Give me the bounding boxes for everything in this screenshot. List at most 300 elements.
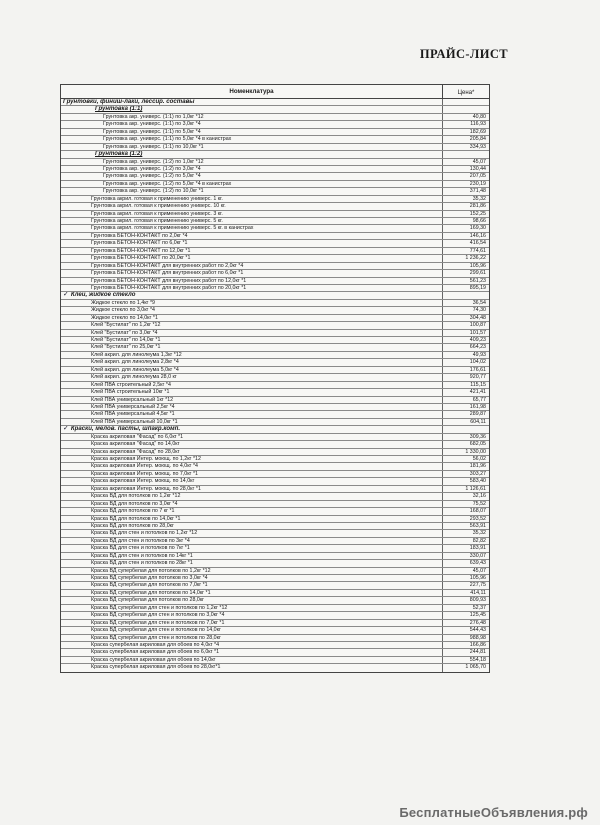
row-price-cell: 682,05 (469, 441, 486, 448)
row-name-cell (61, 486, 443, 492)
table-row (61, 307, 489, 314)
row-name-cell (61, 657, 443, 663)
table-row (61, 493, 489, 500)
row-name-cell (61, 501, 443, 507)
row-name-cell (61, 330, 443, 336)
row-name-text: Краска ВД для потолков по 28,0кг (91, 522, 174, 529)
table-row (61, 344, 489, 351)
table-row (61, 144, 489, 151)
row-price-cell: 230,19 (469, 180, 486, 187)
table-row (61, 516, 489, 523)
table-row (61, 315, 489, 322)
table-row (61, 359, 489, 366)
row-name-cell (61, 530, 443, 536)
header-price-column: Цена* (457, 90, 475, 96)
row-name-cell (61, 620, 443, 626)
row-name-cell (61, 434, 443, 440)
table-row (61, 173, 489, 180)
row-name-text: Клей акрил. для линолеума 5,0кг *4 (91, 366, 179, 373)
row-name-text: Краска ВД супербелая для стен и потолков по 28,0кг (91, 634, 221, 641)
row-name-cell (61, 493, 443, 499)
row-name-cell (61, 516, 443, 522)
row-price-cell: 544,43 (469, 627, 486, 634)
row-name-text: Грунтовка акр. универс. (1:1) по 5,0кг *4 (103, 128, 201, 135)
row-price-cell: 49,93 (472, 351, 486, 358)
row-name-text: Жидкое стекло по 14,0кг *1 (91, 314, 158, 321)
row-name-text: Краска супербелая акриловая для обоев по 6,0кг *1 (91, 649, 220, 656)
row-price-cell: 334,93 (469, 143, 486, 150)
row-price-cell: 639,43 (469, 560, 486, 567)
row-price-cell: 664,23 (469, 344, 486, 351)
row-name-text: Грунтовка акр. универс. (1:2) по 3,0кг *4 (103, 165, 201, 172)
table-row (61, 300, 489, 307)
row-name-text: Краска ВД для стен и потолков по 7кг *1 (91, 545, 190, 552)
row-name-cell (61, 196, 443, 202)
row-name-cell (61, 255, 443, 261)
row-price-cell: 166,86 (469, 641, 486, 648)
table-row (61, 508, 489, 515)
row-name-cell (61, 612, 443, 618)
table-row (61, 389, 489, 396)
row-price-cell: 183,91 (469, 545, 486, 552)
row-price-cell: 299,61 (469, 270, 486, 277)
row-name-cell (61, 173, 443, 179)
table-row (61, 642, 489, 649)
row-name-text: Клей "Бустилат" по 1,2кг *12 (91, 322, 161, 329)
row-price-cell: 74,30 (472, 307, 486, 314)
row-price-cell: 414,11 (470, 589, 486, 596)
table-row (61, 553, 489, 560)
row-name-cell (61, 218, 443, 224)
row-name-text: Краска супербелая акриловая для обоев по 14,0кг (91, 656, 216, 663)
table-row (61, 270, 489, 277)
row-price-cell (443, 106, 489, 112)
row-price-cell: 104,02 (469, 359, 486, 366)
row-price-cell: 227,75 (469, 582, 486, 589)
row-name-text: Краска акриловая Интер. моющ. по 4,0кг *4 (91, 463, 198, 470)
row-name-cell (61, 374, 443, 380)
row-name-text: Краска ВД для стен и потолков по 1,2кг *12 (91, 530, 198, 537)
row-price-cell (443, 151, 489, 157)
row-name-text: Краска акриловая "Фасад" по 6,0кг *1 (91, 433, 184, 440)
watermark: БесплатныеОбъявления.рф (399, 805, 588, 820)
row-price-cell: 809,93 (469, 597, 486, 604)
row-price-cell: 421,41 (469, 389, 486, 396)
table-row (61, 181, 489, 188)
row-price-cell: 304,48 (469, 314, 486, 321)
table-row (61, 114, 489, 121)
row-name-text: Жидкое стекло по 3,0кг *4 (91, 307, 155, 314)
row-name-text: Краска супербелая акриловая для обоев по 4,0кг *4 (91, 641, 220, 648)
row-name-cell (61, 642, 443, 648)
row-name-cell (61, 136, 443, 142)
row-name-text: Грунтовка БЕТОН-КОНТАКТ для внутренних работ по 2,0кг *4 (91, 262, 244, 269)
row-name-cell (61, 590, 443, 596)
row-price-cell: 309,36 (469, 433, 486, 440)
row-name-text: Грунтовка БЕТОН-КОНТАКТ по 12,0кг *1 (91, 247, 191, 254)
row-price-cell: 409,23 (469, 337, 486, 343)
row-name-text: Грунтовка акрил. готовая к применению универс. 1 кг. (91, 195, 223, 202)
row-price-cell: 281,86 (469, 203, 486, 210)
row-name-cell (61, 389, 443, 395)
row-name-text: Клей ПВА строительный 2,5кг *4 (91, 381, 171, 388)
row-name-text: Краска акриловая Интер. моющ. по 7,0кг *1 (91, 470, 198, 477)
table-row (61, 263, 489, 270)
section-row (61, 426, 489, 433)
row-name-text: Клей "Бустилат" по 14,0кг *1 (91, 337, 161, 343)
table-row (61, 255, 489, 262)
row-price-cell: 56,02 (472, 456, 486, 462)
table-row (61, 590, 489, 597)
table-row (61, 233, 489, 240)
table-row (61, 211, 489, 218)
row-name-text: Краска ВД супербелая для потолков по 3,0кг *4 (91, 575, 208, 581)
row-name-cell (61, 114, 443, 120)
table-row (61, 501, 489, 508)
row-name-text: Грунтовка акр. универс. (1:1) по 3,0кг *4 (103, 121, 201, 128)
table-row (61, 620, 489, 627)
row-price-cell: 75,52 (472, 500, 486, 507)
row-name-cell (61, 337, 443, 343)
row-price-cell: 105,96 (469, 575, 486, 581)
table-row (61, 419, 489, 426)
row-price-cell: 98,66 (472, 218, 486, 224)
header-name-column: Номенклатура (61, 85, 443, 98)
row-name-cell (61, 151, 443, 157)
table-row (61, 657, 489, 664)
table-row (61, 248, 489, 255)
row-name-cell (61, 649, 443, 655)
row-name-cell (61, 582, 443, 588)
table-row (61, 605, 489, 612)
table-row (61, 575, 489, 582)
row-price-cell: 371,48 (469, 188, 486, 195)
row-name-text: Клей "Бустилат" по 25,0кг *1 (91, 344, 161, 351)
row-price-cell: 82,82 (472, 537, 486, 544)
row-name-cell (61, 538, 443, 544)
table-row (61, 523, 489, 530)
subsection-row (61, 151, 489, 158)
table-row (61, 449, 489, 456)
row-name-text: Жидкое стекло по 1,4кг *9 (91, 299, 155, 306)
row-name-text: Грунтовка акр. универс. (1:1) по 5,0кг *4 в канистрах (103, 136, 232, 143)
row-name-text: Краска супербелая акриловая для обоев по 28,0кг*1 (91, 664, 221, 671)
row-name-cell (61, 292, 443, 298)
row-name-cell (61, 367, 443, 373)
row-name-cell (61, 278, 443, 284)
row-name-cell (61, 553, 443, 559)
row-price-cell: 161,98 (469, 403, 486, 410)
row-name-cell (61, 397, 443, 403)
table-body (61, 99, 489, 672)
table-row (61, 471, 489, 478)
row-price-cell: 146,16 (469, 232, 486, 239)
table-row (61, 330, 489, 337)
row-name-cell (61, 181, 443, 187)
row-name-cell (61, 300, 443, 306)
row-name-cell (61, 449, 443, 455)
row-price-cell: 176,61 (469, 366, 486, 373)
row-price-cell: 554,18 (469, 656, 486, 663)
row-name-text: Краска ВД супербелая для стен и потолков по 7,0кг *1 (91, 619, 225, 626)
row-name-text: Клей ПВА универсальный 4,5кг *1 (91, 411, 175, 418)
row-price-cell: 1 065,70 (465, 664, 486, 671)
table-row (61, 203, 489, 210)
row-name-cell (61, 560, 443, 566)
row-name-text: Краска акриловая "Фасад" по 28,0кг (91, 448, 180, 455)
row-price-cell: 1 236,22 (465, 255, 486, 262)
row-name-text: Грунтовка акрил. готовая к применению универс. 5 кг. в канистрах (91, 225, 254, 232)
row-price-cell: 895,19 (469, 284, 486, 291)
row-price-cell: 100,87 (469, 322, 486, 329)
row-name-text: Грунтовка (1:1) (95, 106, 143, 113)
table-row (61, 382, 489, 389)
row-name-cell (61, 404, 443, 410)
row-name-text: Грунтовка акр. универс. (1:2) по 1,0кг *12 (103, 158, 204, 165)
row-name-text: Краска ВД для стен и потолков по 3кг *4 (91, 537, 190, 544)
row-name-cell (61, 575, 443, 581)
row-name-cell (61, 627, 443, 633)
table-row (61, 664, 489, 671)
row-price-cell: 289,87 (469, 411, 486, 418)
row-name-text: Краска акриловая "Фасад" по 14,0кг (91, 441, 180, 448)
row-price-cell: 168,07 (469, 508, 486, 515)
row-name-cell (61, 225, 443, 231)
row-name-text: Краска ВД для потолков по 1,2кг *12 (91, 493, 181, 500)
table-row (61, 441, 489, 448)
document-title: ПРАЙС-ЛИСТ (419, 47, 508, 61)
table-row (61, 129, 489, 136)
row-price-cell: 52,37 (472, 604, 486, 611)
table-row (61, 612, 489, 619)
row-price-cell: 45,07 (472, 567, 486, 574)
row-price-cell: 244,81 (469, 649, 486, 656)
row-price-cell: 303,27 (469, 470, 486, 477)
row-price-cell: 207,05 (469, 173, 486, 180)
row-name-cell (61, 307, 443, 313)
row-name-text: Грунтовка акрил. готовая к применению универс. 10 кг. (91, 203, 226, 210)
row-price-cell: 920,77 (469, 374, 486, 381)
table-row (61, 649, 489, 656)
table-row (61, 225, 489, 232)
row-name-text: Клей ПВА универсальный 10,0кг *1 (91, 418, 178, 425)
row-name-text: Краска акриловая Интер. моющ. по 28,0кг *1 (91, 485, 201, 492)
row-name-cell (61, 144, 443, 150)
row-name-text: Грунтовка акр. универс. (1:2) по 10,0кг *1 (103, 188, 204, 195)
handwritten-check-icon: ✓ (63, 292, 69, 299)
table-row (61, 278, 489, 285)
row-name-cell (61, 203, 443, 209)
row-price-cell: 115,15 (470, 381, 486, 388)
row-price-cell: 152,25 (469, 210, 486, 217)
row-name-cell (61, 352, 443, 358)
table-row (61, 188, 489, 195)
row-price-cell: 330,07 (469, 552, 486, 559)
table-row (61, 285, 489, 292)
table-row (61, 486, 489, 493)
row-name-text: Клей "Бустилат" по 3,0кг *4 (91, 329, 158, 336)
row-name-cell (61, 605, 443, 611)
row-name-cell (61, 240, 443, 246)
row-name-text: Клей акрил. для линолеума 2,8кг *4 (91, 359, 179, 366)
row-name-text: Краска ВД для потолков по 7 кг *1 (91, 508, 175, 515)
row-name-text: Краска ВД супербелая для стен и потолков по 14,0кг (91, 627, 221, 634)
row-name-text: Клей ПВА универсальный 2,5кг *4 (91, 403, 175, 410)
row-price-cell: 205,84 (469, 136, 486, 143)
row-name-text: Грунтовка акрил. готовая к применению универс. 5 кг. (91, 218, 223, 224)
row-name-cell (61, 545, 443, 551)
row-price-cell: 35,32 (472, 530, 486, 537)
row-name-text: Грунтовка акр. универс. (1:2) по 5,0кг *4 в канистрах (103, 180, 232, 187)
row-name-text: Краски, мелов. пасты, шпакр.комп. (70, 426, 181, 433)
row-name-text: Краска ВД для стен и потолков по 14кг *1 (91, 552, 193, 559)
row-name-cell (61, 106, 443, 112)
row-name-text: Клей акрил. для линолеума 28,0 кг (91, 374, 177, 381)
row-name-cell (61, 248, 443, 254)
row-name-cell (61, 382, 443, 388)
row-name-text: Грунтовка БЕТОН-КОНТАКТ для внутренних работ по 6,0кг *1 (91, 270, 244, 277)
row-name-cell (61, 471, 443, 477)
row-price-cell (443, 426, 489, 432)
row-name-text: Краска ВД супербелая для потолков по 7,0кг *1 (91, 582, 208, 589)
row-price-cell: 130,44 (469, 165, 486, 172)
section-row (61, 292, 489, 299)
row-name-cell (61, 129, 443, 135)
row-price-cell: 563,91 (469, 522, 486, 529)
row-name-text: Грунтовка (1:2) (95, 151, 143, 158)
row-name-cell (61, 441, 443, 447)
table-row (61, 635, 489, 642)
row-name-text: Краска ВД супербелая для потолков по 1,2кг *12 (91, 567, 211, 574)
row-name-text: Клеи, жидкое стекло (70, 292, 136, 299)
row-price-cell: 988,98 (469, 634, 486, 641)
row-name-cell (61, 159, 443, 165)
row-name-text: Краска ВД для стен и потолков по 28кг *1 (91, 560, 193, 567)
table-row (61, 121, 489, 128)
row-name-text: Краска ВД для потолков по 14,0кг *1 (91, 515, 181, 522)
row-name-cell (61, 568, 443, 574)
table-row (61, 545, 489, 552)
table-header (61, 85, 489, 99)
row-name-cell (61, 456, 443, 462)
row-name-cell (61, 270, 443, 276)
table-row (61, 218, 489, 225)
table-row (61, 240, 489, 247)
table-row (61, 568, 489, 575)
section-row (61, 99, 489, 106)
row-price-cell: 169,30 (469, 225, 486, 232)
row-name-cell (61, 211, 443, 217)
table-row (61, 397, 489, 404)
row-price-cell: 105,96 (469, 262, 486, 269)
row-name-text: Краска ВД супербелая для потолков по 14,0кг *1 (91, 589, 211, 596)
row-price-cell: 276,48 (469, 619, 486, 626)
table-row (61, 322, 489, 329)
table-row (61, 478, 489, 485)
row-name-cell (61, 426, 443, 432)
row-name-cell (61, 344, 443, 350)
table-row (61, 166, 489, 173)
row-name-cell (61, 263, 443, 269)
row-name-cell (61, 322, 443, 328)
price-table (60, 84, 490, 673)
row-name-text: Краска ВД супербелая для потолков по 28,0кг (91, 597, 205, 604)
row-name-cell (61, 597, 443, 603)
row-name-cell (61, 508, 443, 514)
row-name-cell (61, 99, 443, 105)
row-name-text: Клей акрил. для линолеума 1,3кг *12 (91, 351, 182, 358)
row-price-cell: 101,57 (469, 329, 486, 336)
table-row (61, 582, 489, 589)
table-row (61, 434, 489, 441)
table-row (61, 538, 489, 545)
row-price-cell: 36,54 (472, 299, 486, 306)
row-name-text: Краска ВД супербелая для стен и потолков по 1,2кг *12 (91, 604, 228, 611)
row-name-cell (61, 233, 443, 239)
row-name-cell (61, 188, 443, 194)
row-price-cell: 774,61 (469, 247, 486, 254)
table-row (61, 597, 489, 604)
row-name-cell (61, 463, 443, 469)
row-name-text: Грунтовка БЕТОН-КОНТАКТ по 6,0кг *1 (91, 240, 188, 247)
row-name-text: Грунтовка акрил. готовая к применению универс. 3 кг. (91, 210, 223, 217)
handwritten-check-icon: ✓ (63, 426, 69, 433)
table-row (61, 196, 489, 203)
row-name-text: Грунтовка БЕТОН-КОНТАКТ по 2,0кг *4 (91, 232, 188, 239)
table-row (61, 456, 489, 463)
row-price-cell: 416,54 (469, 240, 486, 247)
row-price-cell: 583,40 (469, 478, 486, 485)
table-row (61, 560, 489, 567)
table-row (61, 136, 489, 143)
row-name-cell (61, 359, 443, 365)
row-name-text: Краска ВД для потолков по 3,0кг *4 (91, 500, 178, 507)
row-name-cell (61, 419, 443, 425)
row-price-cell: 1 126,61 (465, 485, 486, 492)
row-name-cell (61, 664, 443, 671)
row-name-cell (61, 285, 443, 291)
row-name-text: Краска акриловая Интер. моющ. по 14,0кг (91, 478, 195, 485)
row-name-text: Краска акриловая Интер. моющ. по 1,2кг *12 (91, 456, 201, 462)
row-price-cell: 45,07 (472, 158, 486, 165)
row-name-text: Клей ПВА строительный 10кг *1 (91, 389, 170, 396)
row-price-cell: 40,80 (472, 113, 486, 120)
table-row (61, 627, 489, 634)
table-row (61, 404, 489, 411)
table-row (61, 411, 489, 418)
row-price-cell: 116,93 (470, 121, 486, 128)
table-row (61, 159, 489, 166)
row-price-cell (443, 292, 489, 298)
table-row (61, 463, 489, 470)
row-price-cell: 182,69 (469, 128, 486, 135)
row-name-cell (61, 478, 443, 484)
row-name-cell (61, 523, 443, 529)
table-row (61, 374, 489, 381)
row-price-cell: 35,32 (472, 195, 486, 202)
row-name-text: Грунтовки, финиш-лаки, лессир. составы (63, 99, 195, 105)
row-name-cell (61, 166, 443, 172)
table-row (61, 337, 489, 344)
row-name-cell (61, 121, 443, 127)
row-price-cell: 65,77 (472, 396, 486, 403)
row-price-cell: 1 330,00 (465, 448, 486, 455)
row-price-cell: 604,11 (470, 418, 486, 425)
row-price-cell: 32,16 (472, 493, 486, 500)
row-name-cell (61, 411, 443, 417)
row-name-text: Грунтовка акр. универс. (1:1) по 1,0кг *12 (103, 113, 204, 120)
row-name-cell (61, 315, 443, 321)
